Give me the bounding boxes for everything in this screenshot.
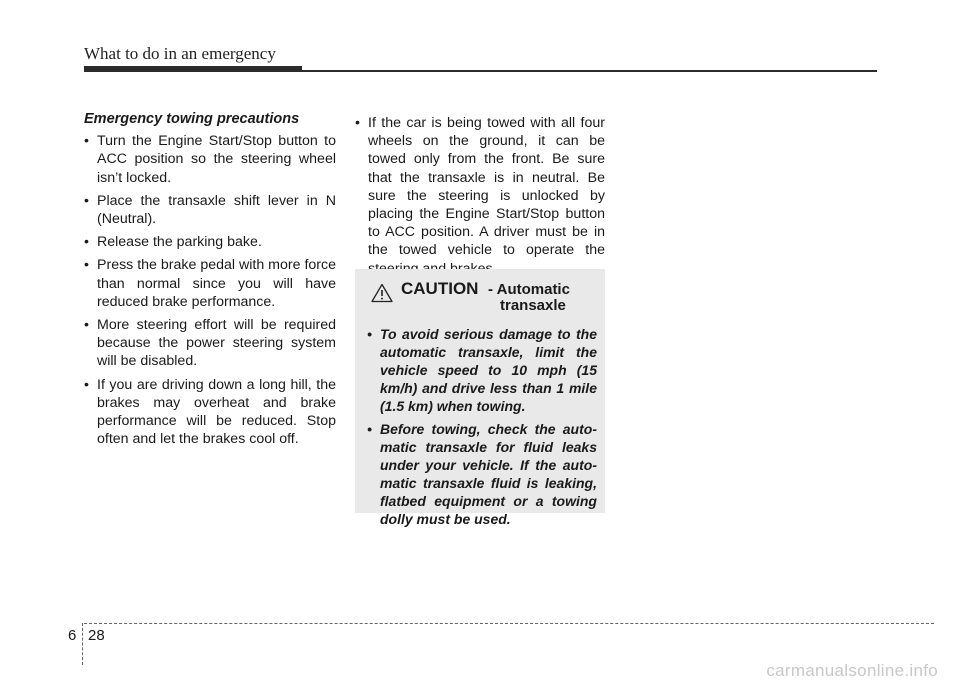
towing-list bbox=[84, 132, 336, 448]
caution-list bbox=[367, 325, 597, 528]
chapter-number: 6 bbox=[68, 627, 77, 644]
list-item: • Release the parking bake. bbox=[84, 234, 262, 251]
page-number: 28 bbox=[88, 627, 105, 644]
warning-triangle-icon bbox=[371, 283, 393, 303]
list-item: • If the car is being towed with all four wheels on the ground, it can be towed only from the front. Be sure that the transaxle is in neutral. Be sure the steering is unlocked by placing the Engine Start/Stop button to ACC position. A driver must be in the towed vehicle to operate the bbox=[355, 115, 605, 259]
list-item: • Turn the Engine Start/Stop button to ACC position so the steering wheel isn’t locked. bbox=[84, 133, 336, 186]
section-heading: Emergency towing precautions bbox=[84, 111, 300, 127]
caution-item: • Before towing, check the automatic transaxle for fluid leaks under your vehicle. If the automatic transaxle fluid is leaking, flatbed equipment or a towing dolly must be used. bbox=[367, 421, 597, 527]
footer-rule bbox=[84, 623, 934, 624]
list-item: • Press the brake pedal with more force than normal since you will have reduced brake performance. bbox=[84, 257, 336, 310]
watermark-text: carmanualsonline.info bbox=[766, 661, 938, 680]
caution-item: • To avoid serious damage to the automatic transaxle, limit the vehicle speed to 10 mph (15 km/h) and drive less than 1 mile (1.5 km) when towing. bbox=[367, 326, 597, 414]
caution-subtitle: - Automatic transaxle bbox=[488, 281, 570, 314]
middle-column bbox=[355, 114, 605, 283]
header-rule-thin bbox=[302, 70, 877, 72]
caution-box bbox=[355, 269, 605, 527]
footer-divider bbox=[82, 623, 83, 665]
caution-title bbox=[367, 279, 597, 317]
left-column bbox=[84, 110, 336, 453]
list-item: • More steering effort will be required because the power steering system will be disabled. bbox=[84, 317, 336, 370]
header-rule-thick bbox=[84, 66, 302, 72]
list-item: • Place the transaxle shift lever in N (Neutral). bbox=[84, 192, 336, 228]
caution-label: CAUTION bbox=[401, 279, 479, 298]
page-title: What to do in an emergency bbox=[84, 44, 276, 63]
towing-list-continued bbox=[355, 114, 605, 278]
list-item: • If you are driving down a long hill, the brakes may overheat and brake performance will be reduced. Stop often and let the brakes cool off. bbox=[84, 376, 336, 448]
